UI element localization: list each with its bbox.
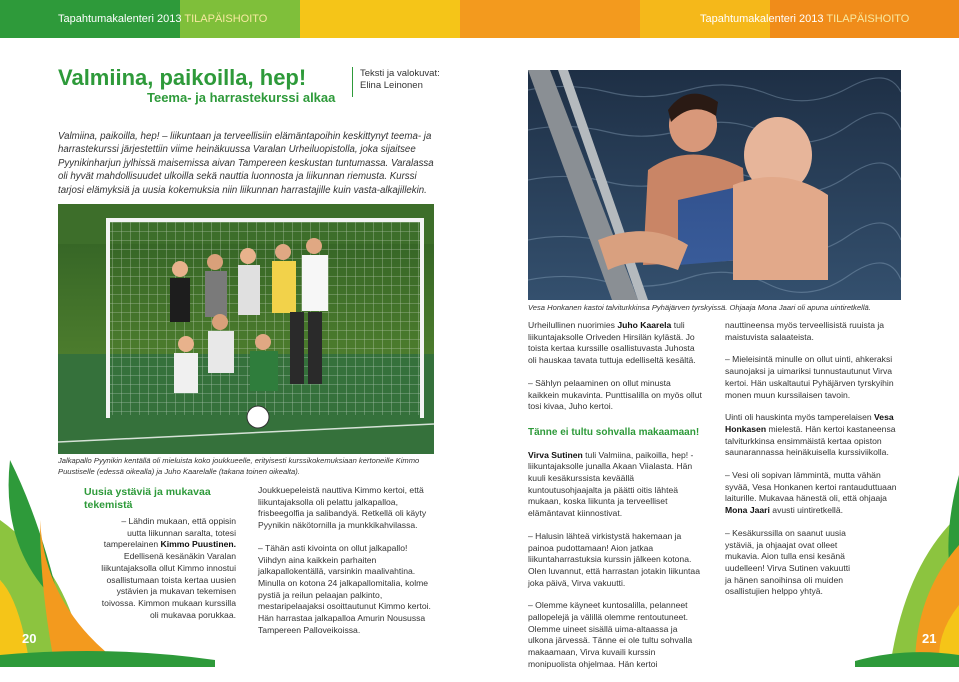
article-title: Valmiina, paikoilla, hep! xyxy=(58,65,307,90)
article-lead: Valmiina, paikoilla, hep! – liikuntaan ja terveellisiin elämäntapoihin keskittynyt teema- ja harrastekurssi järjestettiin viime heinäkuussa Varalan Urheiluopistolla, joka sijaitsee Pyynikinharjun jylhissä maisemissa aivan Tampereen keskustan tuntumassa. Varalassa oli hyvät mahdollisuudet ulkoilla sekä nauttia luonnosta ja liikunnan riemusta. Kurssi tarjosi elämyksiä ja uusia kokemuksia niin liikunnan harrastajille kuin vasta-alkajillekin. xyxy=(58,131,434,196)
body-text: tuli Valmiina, paikoilla, hep! -liikuntajaksolle junalla Akaan Viialasta. Hän kuuli kesäkurssista keväällä kuntoutusohjaajalta ja päätti oitis lähteä mukaan, koska liikunta ja terveelliset elämäntavat kiinnostivat. xyxy=(528,449,694,519)
paragraph: – Mieleisintä minulle on ollut uinti, ahkeraksi saunojaksi ja uimariksi tunnustautunut Virva kertoi. Hän uskaltautui Pyhäjärven tyrskyihin monen muun kurssilaisen tavoin. xyxy=(725,354,894,400)
person-name: Vesa Honkasen xyxy=(725,412,894,434)
football-team-photo xyxy=(58,204,434,454)
paragraph: nauttineensa myös terveellisistä ruuista ja maistuvista salaateista. xyxy=(725,320,885,342)
person-name: Mona Jaari xyxy=(725,505,770,516)
body-text: avusti uintiretkellä. xyxy=(769,505,843,516)
body-text: Edellisenä kesänäkin Varalan liikuntajaksolla ollut Kimmo innostui osallistumaan toista kertaa uusien ystävien ja mukavan tekemisen toivossa. Kimmon mukaan kurssilla oli mukavaa porukkaa. xyxy=(101,551,236,620)
person-name: Kimmo Puustinen. xyxy=(160,539,236,550)
left-column-2 xyxy=(258,485,436,647)
right-column-1 xyxy=(528,320,704,682)
body-text: Uinti oli hauskinta myös tamperelaisen xyxy=(725,412,875,423)
right-column-2 xyxy=(725,320,901,609)
paragraph: – Kesäkurssilla on saanut uusia ystäviä, ja ohjaajat ovat olleet mukavia. Aion tulla ensi kesänä uudelleen! Virva Sutinen vakuutti ja hänen sanoihinsa oli muiden osallistujien helppo yhtyä. xyxy=(725,527,851,597)
article-credit xyxy=(360,68,440,92)
header-section: TILAPÄISHOITO xyxy=(184,13,268,25)
header-right xyxy=(700,13,909,25)
page-number-left: 20 xyxy=(22,631,37,646)
paragraph: – Olemme käyneet kuntosalilla, pelanneet pallopelejä ja välillä olemme rentoutuneet. Olemme uineet sisällä uima-altaassa ja ulkona järvessä. Tänne ei ole tultu sohvalla makaamaan, Virva kuvaili kurssin monipuolista ohjelmaa. Hän kertoi xyxy=(528,600,693,669)
paragraph: – Tähän asti kivointa on ollut jalkapallo! Viihdyn aina kaikkein parhaiten jalkapallokentällä, varsinkin maalivahtina. Minulla on kotona 24 jalkapallomitalia, kolme pystiä ja reilun pelaajan palkinto, mestaripelaajaksi osoittautunut Kimmo kertoi. Hän harrastaa jalkapalloa Amurin Nousussa Tampereen Palloveikoissa. xyxy=(258,542,431,635)
body-text: – Vesi oli sopivan lämmintä, mutta vähän syvää, Vesa Honkanen kertoi rantauduttuaan laiturille. Mukavaa hänestä oli, että ohjaaja xyxy=(725,470,897,504)
body-text: tuli liikuntajaksolle Oriveden Hirsilän kylästä. Jo toista kertaa kurssille osallistuvasta Juhosta oli hauskaa tavata tuttuja edelliseltä kesältä. xyxy=(528,320,696,366)
header-section: TILAPÄISHOITO xyxy=(826,13,910,25)
paragraph: Joukkuepeleistä nauttiva Kimmo kertoi, että liikuntajaksolla oli pelattu jalkapalloa, frisbeegolfia ja salibandyä. Retkellä oli käyty Pyynikin näkötornilla ja munkkikahvilassa. xyxy=(258,485,427,531)
header-brand: Tapahtumakalenteri 2013 xyxy=(58,13,182,25)
football-photo-caption: Jalkapallo Pyynikin kentällä oli mieluista koko joukkueelle, erityisesti kurssikokemuksiaan kertoneille Kimmo Puustiselle (edessä oikealla) ja Juho Kaarelalle (takana toinen oikealta). xyxy=(58,456,420,476)
paragraph: – Halusin lähteä virkistystä hakemaan ja painoa pudottamaan! Aion jatkaa liikuntaharrastuksia kurssin jälkeen kotona. Olen luvannut, että harrastan jotakin liikuntaa joka päivä, Virva vakuutti. xyxy=(528,530,700,588)
person-name: Juho Kaarela xyxy=(617,320,672,330)
body-text: – Lähdin mukaan, että oppisin uutta liikunnan saralta, totesi tamperelainen xyxy=(103,516,236,550)
header-brand: Tapahtumakalenteri 2013 xyxy=(700,13,824,25)
body-text: mielestä. Hän kertoi kastaneensa talviturkkinsa ensimmäistä kertaa opiston saunarannassa heinäkuisella kurssiviikolla. xyxy=(725,423,896,458)
header-left xyxy=(58,13,267,25)
paragraph: – Sählyn pelaaminen on ollut minusta kaikkein mukavinta. Punttisalilla on myös ollut tosi kivaa, Juho kertoi. xyxy=(528,377,702,412)
subheading-new-friends: Uusia ystäviä ja mukavaa tekemistä xyxy=(84,486,211,511)
article-subtitle: Teema- ja harrastekurssi alkaa xyxy=(147,90,336,105)
body-text: Urheilullinen nuorimies xyxy=(528,320,618,330)
credit-label: Teksti ja valokuvat: xyxy=(360,68,440,79)
page-number-right: 21 xyxy=(922,631,937,646)
left-column-1 xyxy=(100,516,236,621)
section-heading-sofa: Tänne ei tultu sohvalla makaamaan! xyxy=(528,426,700,438)
swimming-photo-caption: Vesa Honkanen kastoi talviturkkinsa Pyhäjärven tyrskyissä. Ohjaaja Mona Jaari oli apuna uintiretkellä. xyxy=(528,303,871,312)
title-divider xyxy=(352,67,353,97)
credit-name: Elina Leinonen xyxy=(360,80,423,91)
swimming-photo xyxy=(528,70,901,300)
person-name: Virva Sutinen xyxy=(528,449,583,460)
